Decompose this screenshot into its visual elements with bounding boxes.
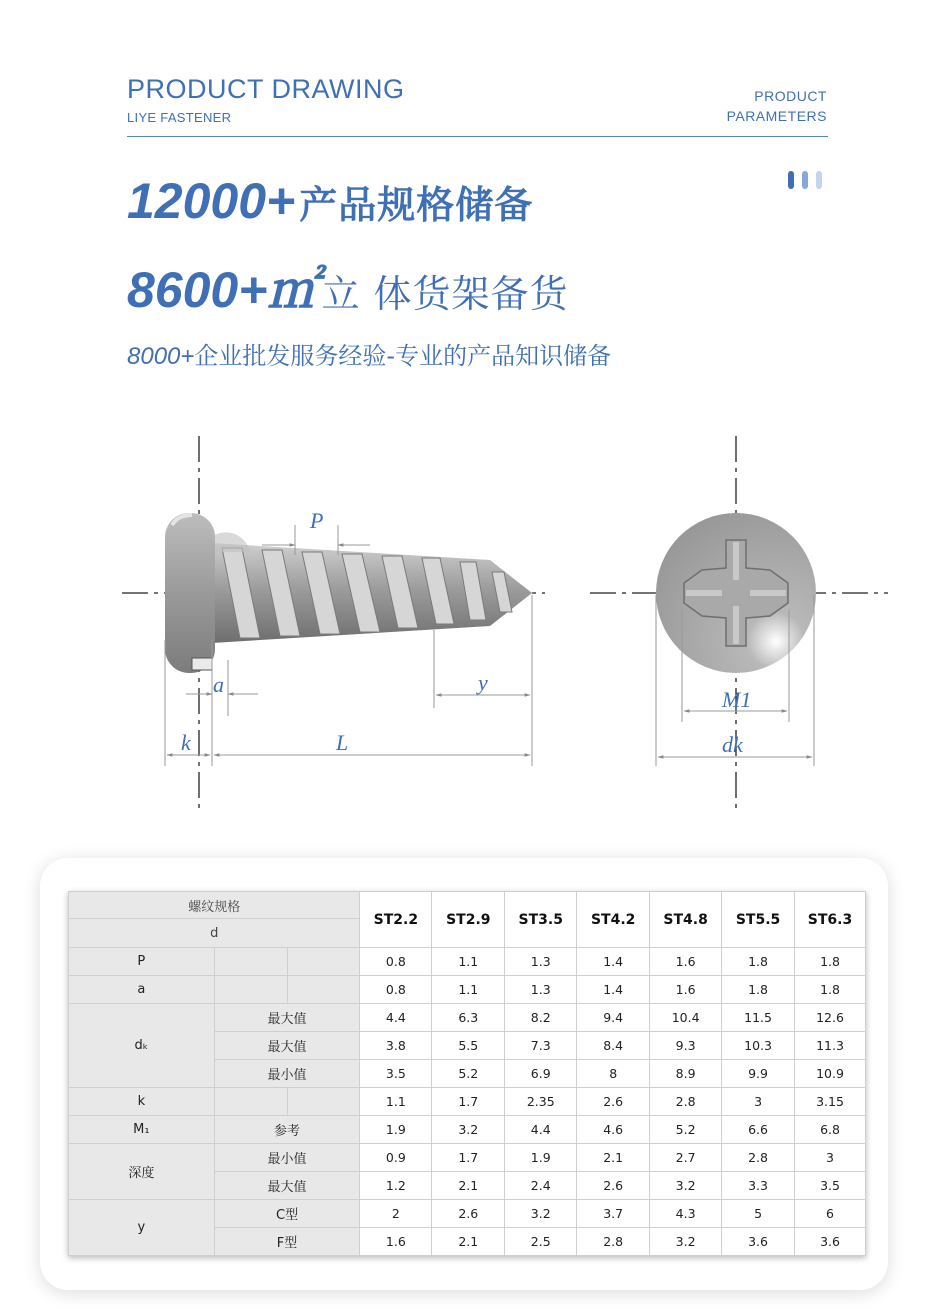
cell: 11.3 [795,1032,866,1060]
size-header: ST4.8 [650,892,722,948]
row-label: M₁ [69,1116,215,1144]
cell: 3.5 [795,1172,866,1200]
cell: 12.6 [795,1004,866,1032]
screw-side-view [165,513,532,673]
label-dk: dk [722,732,743,757]
cell: 0.8 [360,976,432,1004]
row-sub-label: 最大值 [214,1032,360,1060]
row-sub-empty [287,1088,360,1116]
cell: 6.8 [795,1116,866,1144]
cell: 4.4 [360,1004,432,1032]
row-label: k [69,1088,215,1116]
section-label [727,86,827,126]
cell: 2.8 [577,1228,650,1256]
screw-head-top-view [656,513,816,673]
size-header: ST2.9 [432,892,505,948]
cell: 3 [795,1144,866,1172]
row-label: 深度 [69,1144,215,1200]
cell: 2.5 [505,1228,577,1256]
cell: 1.9 [505,1144,577,1172]
spec-table [68,891,866,1256]
cell: 2.6 [577,1172,650,1200]
row-label: a [69,976,215,1004]
headline-experience-text: 企业批发服务经验-专业的产品知识储备 [194,342,612,370]
table-row [69,976,866,1004]
cell: 1.3 [505,948,577,976]
cell: 1.4 [577,976,650,1004]
cell: 9.9 [722,1060,795,1088]
label-m1: M1 [722,687,752,712]
cell: 3.2 [432,1116,505,1144]
table-row [69,1088,866,1116]
cell: 2.8 [650,1088,722,1116]
cell: 1.8 [722,948,795,976]
decorative-bars-icon [788,171,830,193]
cell: 0.9 [360,1144,432,1172]
cell: 2.6 [432,1200,505,1228]
section-label-line2: PARAMETERS [726,108,827,124]
row-sub-label: 最大值 [214,1172,360,1200]
size-header: ST5.5 [722,892,795,948]
row-label: dₖ [69,1004,215,1088]
cell: 3.2 [505,1200,577,1228]
row-sub-label: F型 [214,1228,360,1256]
bar-mid [802,171,808,189]
row-sub-empty [287,976,360,1004]
cell: 2.4 [505,1172,577,1200]
cell: 10.4 [650,1004,722,1032]
cell: 2.7 [650,1144,722,1172]
bar-light [816,171,822,189]
cell: 1.8 [795,948,866,976]
label-k: k [181,730,191,755]
cell: 2.35 [505,1088,577,1116]
row-sub-label: C型 [214,1200,360,1228]
brand-subtitle: LIYE FASTENER [127,110,232,125]
headline-experience-number: 8000+ [127,343,195,370]
cell: 8 [577,1060,650,1088]
row-sub-empty [214,976,287,1004]
cell: 10.9 [795,1060,866,1088]
cell: 6.6 [722,1116,795,1144]
table-row [69,1144,866,1172]
cell: 7.3 [505,1032,577,1060]
row-sub-label: 最小值 [214,1060,360,1088]
cell: 8.9 [650,1060,722,1088]
cell: 3 [722,1088,795,1116]
cell: 3.5 [360,1060,432,1088]
cell: 6.3 [432,1004,505,1032]
cell: 4.4 [505,1116,577,1144]
cell: 3.7 [577,1200,650,1228]
cell: 1.6 [650,948,722,976]
section-label-line1: PRODUCT [754,88,827,104]
headline-specs [127,172,533,232]
table-header-row [69,892,866,919]
headline-specs-text: 产品规格储备 [299,183,534,227]
headline-experience [127,336,611,371]
cell: 3.2 [650,1172,722,1200]
headline-warehouse [127,250,569,322]
cell: 3.3 [722,1172,795,1200]
size-header: ST3.5 [505,892,577,948]
screw-technical-drawing [0,430,930,820]
cell: 5.2 [650,1116,722,1144]
cell: 1.7 [432,1088,505,1116]
cell: 3.6 [722,1228,795,1256]
label-length: L [336,730,349,755]
size-header: ST4.2 [577,892,650,948]
cell: 3.15 [795,1088,866,1116]
cell: 2 [360,1200,432,1228]
label-pitch: P [310,508,324,533]
cell: 4.6 [577,1116,650,1144]
label-y: y [478,670,488,695]
cell: 1.1 [432,976,505,1004]
cell: 1.8 [722,976,795,1004]
cell: 1.4 [577,948,650,976]
cell: 2.1 [432,1172,505,1200]
cell: 9.3 [650,1032,722,1060]
cell: 1.7 [432,1144,505,1172]
row-sub-empty [214,1088,287,1116]
cell: 1.1 [432,948,505,976]
cell: 4.3 [650,1200,722,1228]
cell: 1.6 [360,1228,432,1256]
page-title: PRODUCT DRAWING [127,74,405,104]
table-row [69,1116,866,1144]
header-d-label: d [69,919,360,948]
cell: 0.8 [360,948,432,976]
row-label: y [69,1200,215,1256]
cell: 1.8 [795,976,866,1004]
cell: 6 [795,1200,866,1228]
cell: 8.4 [577,1032,650,1060]
cell: 3.6 [795,1228,866,1256]
headline-specs-number: 12000+ [127,173,296,229]
headline-warehouse-text: 立 体货架备货 [321,272,569,316]
row-sub-label: 最小值 [214,1144,360,1172]
label-a: a [213,672,224,697]
size-header: ST6.3 [795,892,866,948]
header-spec-label: 螺纹规格 [69,892,360,919]
cell: 3.8 [360,1032,432,1060]
cell: 6.9 [505,1060,577,1088]
cell: 5.2 [432,1060,505,1088]
row-sub-label: 最大值 [214,1004,360,1032]
table-row [69,1004,866,1032]
cell: 11.5 [722,1004,795,1032]
cell: 2.1 [577,1144,650,1172]
headline-warehouse-number: 8600+㎡ [127,262,318,318]
cell: 10.3 [722,1032,795,1060]
cell: 1.3 [505,976,577,1004]
table-row [69,1200,866,1228]
cell: 3.2 [650,1228,722,1256]
cell: 2.8 [722,1144,795,1172]
table-row [69,948,866,976]
header-divider [127,136,828,137]
row-sub-label: 参考 [214,1116,360,1144]
cell: 1.2 [360,1172,432,1200]
cell: 5.5 [432,1032,505,1060]
cell: 1.1 [360,1088,432,1116]
cell: 5 [722,1200,795,1228]
cell: 1.6 [650,976,722,1004]
cell: 9.4 [577,1004,650,1032]
cell: 2.1 [432,1228,505,1256]
cell: 2.6 [577,1088,650,1116]
row-sub-empty [214,948,287,976]
size-header: ST2.2 [360,892,432,948]
cell: 1.9 [360,1116,432,1144]
bar-dark [788,171,794,189]
row-label: P [69,948,215,976]
cell: 8.2 [505,1004,577,1032]
row-sub-empty [287,948,360,976]
